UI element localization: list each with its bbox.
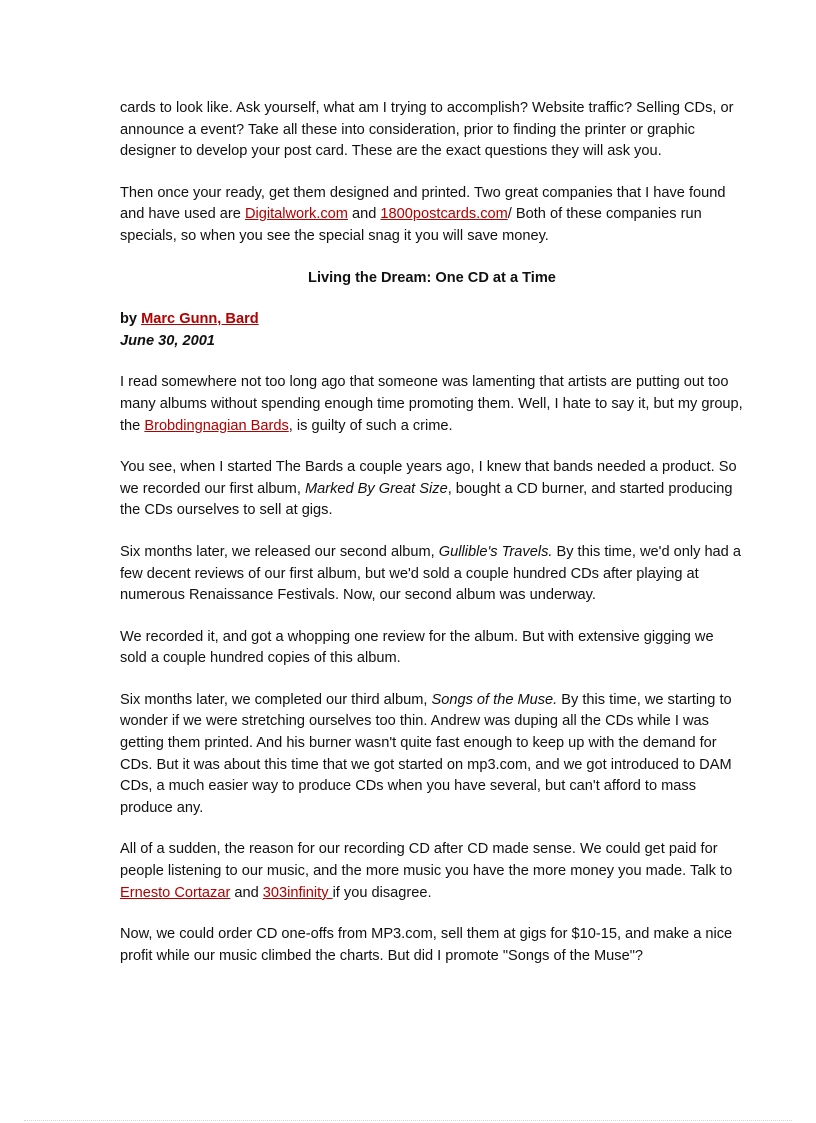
link-author[interactable]: Marc Gunn, Bard bbox=[141, 311, 259, 328]
album-title: Marked By Great Size bbox=[304, 480, 448, 497]
paragraph-third-album bbox=[120, 690, 744, 820]
link-1800postcards[interactable]: 1800postcards.com bbox=[380, 206, 508, 223]
paragraph-text: if you disagree. bbox=[332, 884, 432, 901]
paragraph-text: Six months later, we released our second album, bbox=[120, 543, 439, 560]
paragraph-text: and bbox=[230, 884, 263, 901]
paragraph-postcard-planning: cards to look like. Ask yourself, what am I trying to accomplish? Website traffic? Selling CDs, or announce a event? Take all these into consideration, prior to finding the printer or graphic designer to develop your post card. These are the exact questions they will ask you. bbox=[120, 100, 734, 160]
article-byline bbox=[120, 309, 744, 331]
paragraph-printing-companies bbox=[120, 183, 744, 248]
album-title: Gullible's Travels. bbox=[438, 543, 553, 560]
paragraph-text: and bbox=[347, 206, 381, 223]
paragraph-mp3-payments bbox=[120, 839, 744, 904]
paragraph-review: We recorded it, and got a whopping one review for the album. But with extensive gigging we sold a couple hundred copies of this album. bbox=[120, 628, 714, 667]
article-title: Living the Dream: One CD at a Time bbox=[308, 269, 556, 286]
document-page bbox=[120, 98, 744, 987]
paragraph-first-album bbox=[120, 457, 744, 522]
page-bottom-divider bbox=[24, 1120, 792, 1121]
paragraph-text: By this time, we starting to wonder if we were stretching ourselves too thin. Andrew was duping all the CDs while I was getting them printed. And his burner wasn't quite fast enough to keep up with the demand for CDs. But it was about this time that we got started on mp3.com, and we got introduced to DAM CDs, a much easier way to produce CDs when you have several, but can't afford to mass produce any. bbox=[120, 691, 732, 816]
paragraph-text: By this time, we'd only had a few decent reviews of our first album, but we'd sold a couple hundred CDs after playing at numerous Renaissance Festivals. Now, our second album was underway. bbox=[120, 543, 741, 604]
paragraph-text: You see, when I started The Bards a couple years ago, I knew that bands needed a product. So we recorded our first album, bbox=[120, 459, 737, 497]
link-ernesto-cortazar[interactable]: Ernesto Cortazar bbox=[120, 884, 231, 901]
paragraph-text: , bought a CD burner, and started producing the CDs ourselves to sell at gigs. bbox=[120, 480, 733, 519]
link-303infinity[interactable]: 303infinity bbox=[262, 884, 333, 901]
album-title: Songs of the Muse. bbox=[431, 691, 558, 708]
paragraph-text: All of a sudden, the reason for our recording CD after CD made sense. We could get paid for people listening to our music, and the more music you have the more money you made. Talk to bbox=[120, 841, 733, 880]
paragraph-text: / Both of these companies run specials, so when you see the special snag it you will save money. bbox=[120, 206, 702, 244]
paragraph-text: , is guilty of such a crime. bbox=[288, 417, 453, 434]
paragraph-one-offs: Now, we could order CD one-offs from MP3.com, sell them at gigs for $10-15, and make a nice profit while our music climbed the charts. But did I promote "Songs of the Muse"? bbox=[120, 926, 733, 964]
paragraph-text: Six months later, we completed our third album, bbox=[120, 691, 432, 708]
paragraph-text: Then once your ready, get them designed and printed. Two great companies that I have found and have used are bbox=[120, 184, 726, 223]
link-digitalwork[interactable]: Digitalwork.com bbox=[244, 206, 348, 223]
paragraph-intro bbox=[120, 372, 744, 437]
byline-prefix: by bbox=[120, 311, 142, 328]
link-brobdingnagian-bards[interactable]: Brobdingnagian Bards bbox=[144, 417, 289, 434]
paragraph-text: I read somewhere not too long ago that someone was lamenting that artists are putting out too many albums without spending enough time promoting them. Well, I hate to say it, but my group, the bbox=[120, 374, 743, 434]
article-date: June 30, 2001 bbox=[120, 332, 215, 349]
paragraph-second-album bbox=[120, 542, 744, 607]
